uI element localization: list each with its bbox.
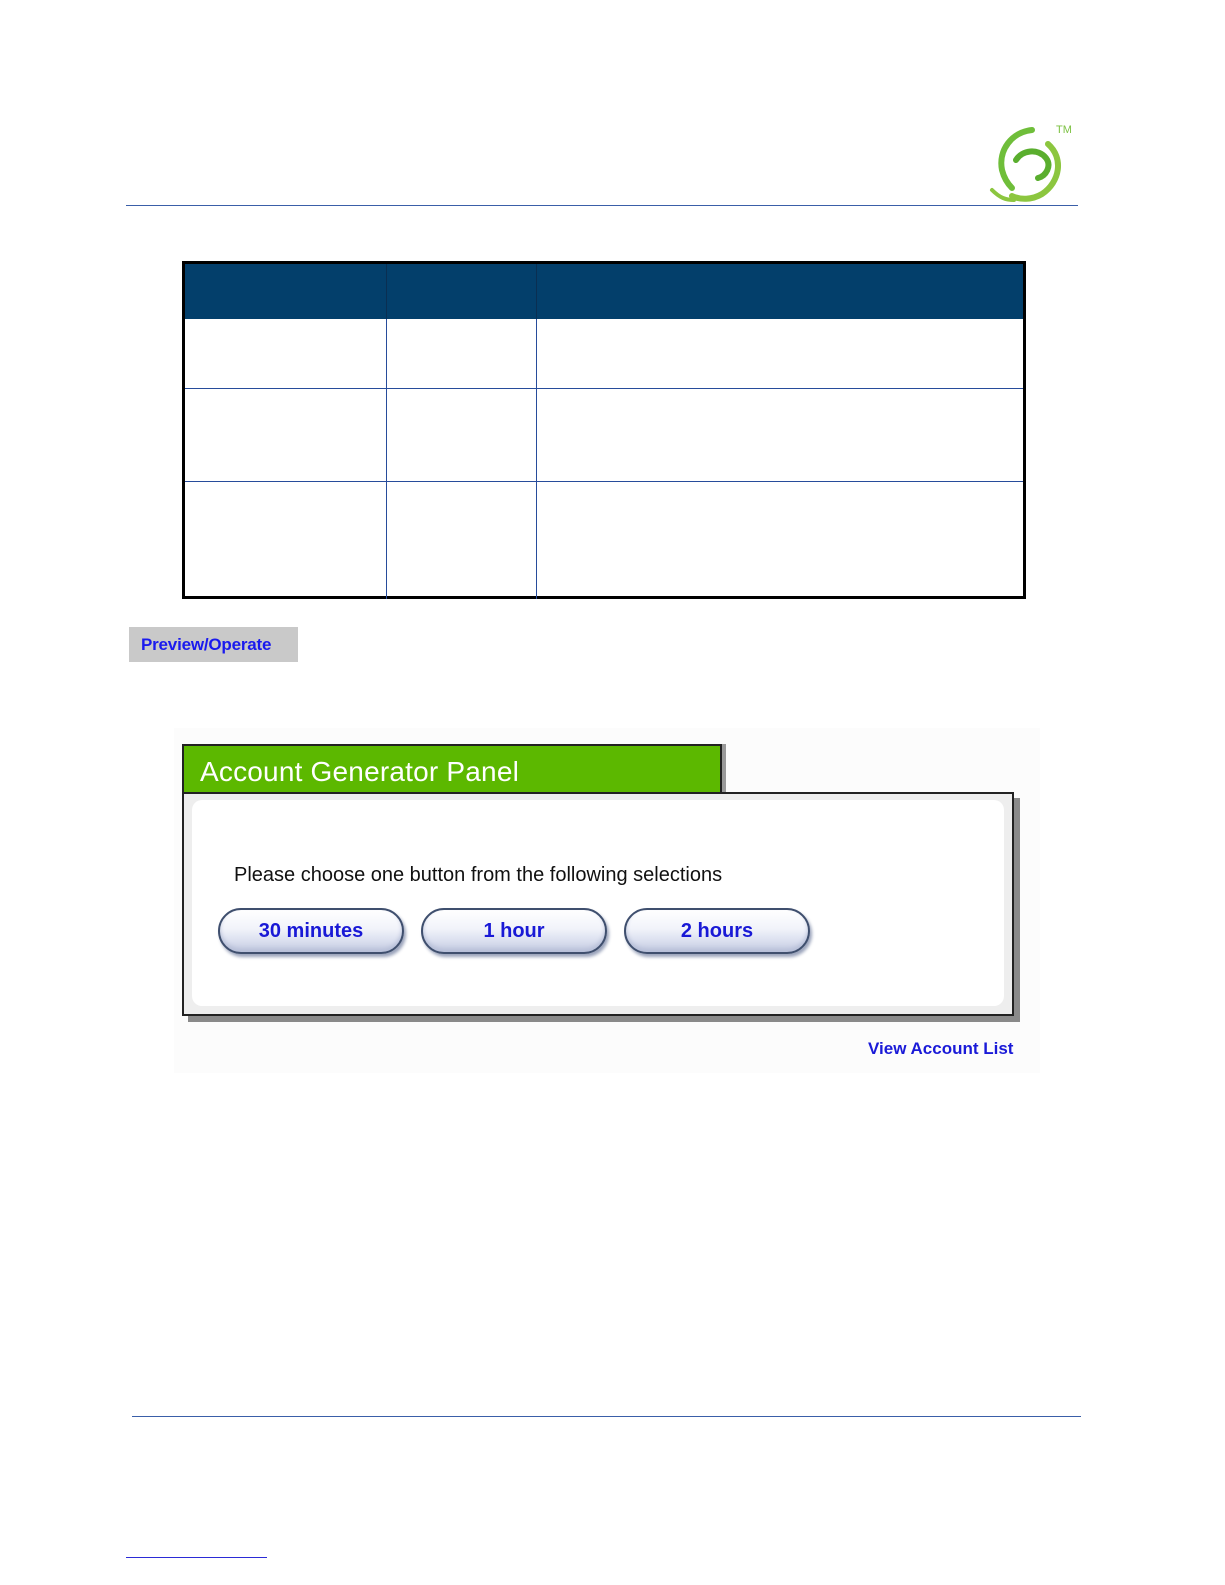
view-account-list-link[interactable]: View Account List <box>868 1039 1014 1058</box>
2-hours-button[interactable]: 2 hours <box>624 908 810 954</box>
table-row-divider <box>185 388 1023 389</box>
table-row-divider <box>185 481 1023 482</box>
preview-operate-tab[interactable]: Preview/Operate <box>129 627 298 662</box>
1-hour-button[interactable]: 1 hour <box>421 908 607 954</box>
panel-prompt: Please choose one button from the following selections <box>234 864 723 886</box>
document-table <box>182 261 1026 599</box>
account-generator-screenshot <box>174 728 1040 1073</box>
footer-link-underline <box>126 1557 267 1558</box>
panel-body <box>182 792 1014 1016</box>
table-header-divider <box>536 264 537 319</box>
table-column-divider <box>536 319 537 599</box>
footer-divider <box>132 1416 1081 1417</box>
header-divider <box>126 205 1078 206</box>
panel-inner <box>192 800 1004 1006</box>
table-column-divider <box>386 319 387 599</box>
trademark-symbol: TM <box>1056 124 1072 136</box>
panel-title: Account Generator Panel <box>200 756 520 787</box>
table-header-row <box>185 264 1023 319</box>
swirl-logo-icon <box>986 124 1076 204</box>
30-minutes-button[interactable]: 30 minutes <box>218 908 404 954</box>
table-header-divider <box>386 264 387 319</box>
panel-title-tab <box>182 744 722 794</box>
